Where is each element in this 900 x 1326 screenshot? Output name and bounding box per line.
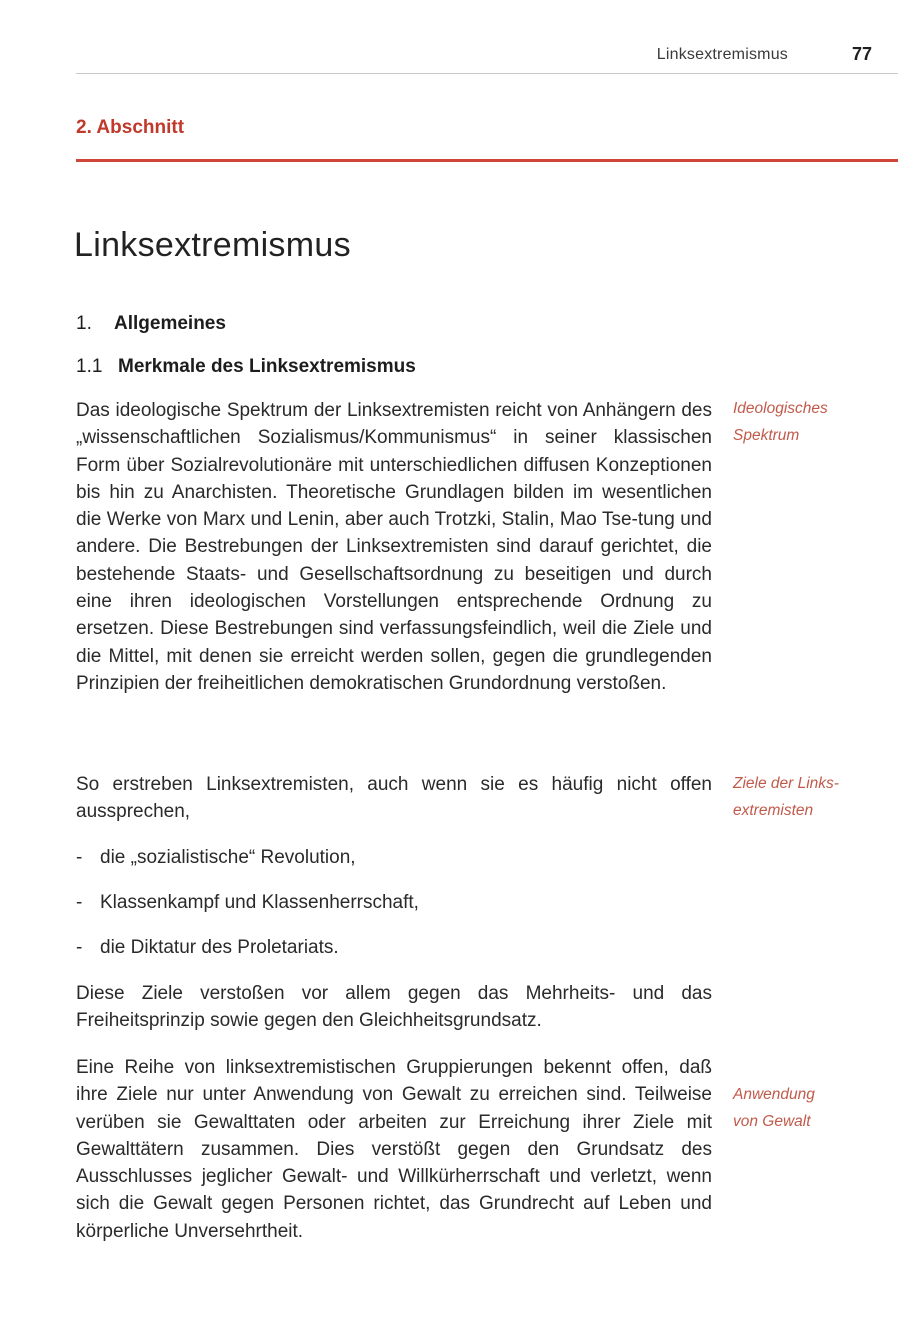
list-item (76, 889, 716, 934)
margin-note-line: Spektrum (733, 427, 800, 444)
heading-allgemeines (76, 313, 226, 335)
heading-number: 1.1 (76, 356, 103, 377)
paragraph-violence: Eine Reihe von linksextremistischen Gruppierungen bekennt offen, daß ihre Ziele nur unter Anwendung von Gewalt zu erreichen sind. Teilweise verüben sie Gewalttaten oder arbeiten zur Erreichung ihrer Ziele mit Gewalttätern zusammen. Dies verstößt gegen den Grundsatz des Ausschlusses jeglicher Gewalt- und Willkürherrschaft und verletzt, wenn sich die Gewalt gegen Personen richtet, das Grundrecht auf Leben und körperliche Unversehrtheit. (76, 1057, 712, 1242)
list-item (76, 934, 716, 979)
list-item-text: die „sozialistische“ Revolution, (100, 847, 356, 868)
heading-text: Merkmale des Linksextremismus (118, 356, 416, 377)
section-divider (76, 159, 898, 162)
list-item-text: die Diktatur des Proletariats. (100, 937, 339, 958)
margin-note-goals (733, 770, 883, 824)
heading-merkmale (76, 356, 416, 378)
margin-note-line: Anwendung (733, 1086, 815, 1103)
margin-note-line: extremisten (733, 802, 814, 819)
heading-number: 1. (76, 313, 92, 334)
list-marker: - (76, 892, 83, 913)
margin-note-line: Ziele der Links- (733, 775, 839, 792)
page-number: 77 (851, 44, 872, 64)
paragraph-ideological-spectrum: Das ideologische Spektrum der Linksextremisten reicht von Anhängern des „wissenschaftlichen Sozialismus/Kommunismus“ in seiner klassischen Form über Sozialrevolutionäre mit unterschiedlichen diffusen Konzeptionen bis hin zu Anarchisten. Theoretische Grundlagen bilden im wesentlichen die Werke von Marx und Lenin, aber auch Trotzki, Stalin, Mao Tse-tung und andere. Die Bestrebungen der Linksextremisten sind darauf gerichtet, die bestehende Staats- und Gesellschaftsordnung zu beseitigen und durch eine ihren ideologischen Vorstellungen entsprechende Ordnung zu ersetzen. Diese Bestrebungen sind verfassungsfeindlich, weil die Ziele und die Mittel, mit denen sie erreicht werden sollen, gegen die grundlegenden Prinzipien der freiheitlichen demokratischen Grundordnung verstoßen. (76, 400, 712, 694)
margin-note-line: von Gewalt (733, 1113, 811, 1130)
list-item-text: Klassenkampf und Klassenherrschaft, (100, 892, 419, 913)
section-label: 2. Abschnitt (76, 117, 185, 138)
running-title: Linksextremismus (656, 46, 788, 63)
chapter-title: Linksextremismus (74, 226, 351, 264)
margin-note-violence (733, 1081, 883, 1135)
margin-note-line: Ideologisches (733, 400, 828, 417)
heading-text: Allgemeines (114, 313, 226, 334)
list-marker: - (76, 847, 83, 868)
paragraph-principles-violation: Diese Ziele verstoßen vor allem gegen das Mehrheits- und das Freiheitsprinzip sowie gegen den Gleichheitsgrundsatz. (76, 983, 712, 1032)
header-divider (76, 73, 898, 74)
list-item (76, 844, 716, 889)
running-header (76, 46, 876, 70)
goals-list (76, 844, 716, 979)
paragraph-goals-intro: So erstreben Linksextremisten, auch wenn sie es häufig nicht offen aussprechen, (76, 774, 712, 823)
margin-note-ideological-spectrum (733, 395, 883, 449)
list-marker: - (76, 937, 83, 958)
